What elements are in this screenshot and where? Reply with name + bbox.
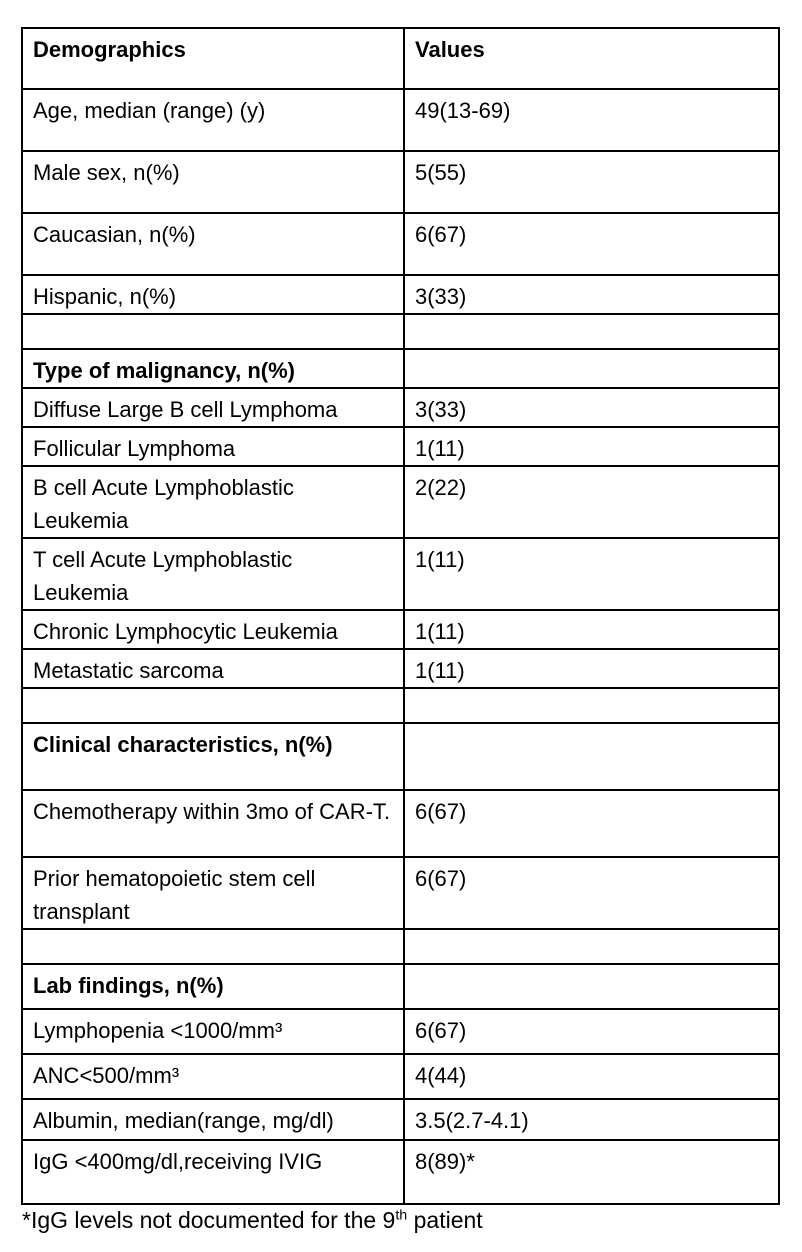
row-value: 6(67) <box>404 213 779 275</box>
row-value: 6(67) <box>404 790 779 857</box>
table-row <box>22 538 779 610</box>
row-value: 4(44) <box>404 1054 779 1099</box>
row-value: 1(11) <box>404 610 779 649</box>
row-label: IgG <400mg/dl,receiving IVIG <box>22 1140 404 1204</box>
row-label: Male sex, n(%) <box>22 151 404 213</box>
table-row <box>22 1099 779 1140</box>
table-row <box>22 388 779 427</box>
row-value <box>404 688 779 723</box>
table-header-row <box>22 28 779 89</box>
row-label: Hispanic, n(%) <box>22 275 404 314</box>
row-label: Albumin, median(range, mg/dl) <box>22 1099 404 1140</box>
table-row <box>22 151 779 213</box>
table-row <box>22 1054 779 1099</box>
row-value <box>404 929 779 964</box>
row-value: 3.5(2.7-4.1) <box>404 1099 779 1140</box>
section-header-malignancy: Type of malignancy, n(%) <box>22 349 404 388</box>
column-header-values: Values <box>404 28 779 89</box>
table-row-empty <box>22 688 779 723</box>
row-value: 3(33) <box>404 275 779 314</box>
row-value: 6(67) <box>404 857 779 929</box>
row-label: Chronic Lymphocytic Leukemia <box>22 610 404 649</box>
table-section-row <box>22 964 779 1009</box>
row-value: 2(22) <box>404 466 779 538</box>
table-section-row <box>22 349 779 388</box>
table-row <box>22 649 779 688</box>
table-row <box>22 275 779 314</box>
row-value: 1(11) <box>404 538 779 610</box>
row-label: Lymphopenia <1000/mm³ <box>22 1009 404 1054</box>
row-value <box>404 964 779 1009</box>
table-row <box>22 466 779 538</box>
footnote-text <box>22 1205 483 1235</box>
footnote-superscript: th <box>395 1207 408 1224</box>
row-value: 8(89)* <box>404 1140 779 1204</box>
table-row <box>22 89 779 151</box>
row-label <box>22 314 404 349</box>
row-label: Diffuse Large B cell Lymphoma <box>22 388 404 427</box>
footnote-prefix: *IgG levels not documented for the 9 <box>22 1207 396 1233</box>
table-row <box>22 427 779 466</box>
row-value <box>404 349 779 388</box>
row-value: 6(67) <box>404 1009 779 1054</box>
row-label: Metastatic sarcoma <box>22 649 404 688</box>
row-value: 1(11) <box>404 427 779 466</box>
table-row-empty <box>22 929 779 964</box>
row-label: T cell Acute Lymphoblastic Leukemia <box>22 538 404 610</box>
row-label: Chemotherapy within 3mo of CAR-T. <box>22 790 404 857</box>
row-value: 1(11) <box>404 649 779 688</box>
table-section-row <box>22 723 779 790</box>
table-row <box>22 790 779 857</box>
footnote-suffix: patient <box>407 1207 483 1233</box>
section-header-clinical: Clinical characteristics, n(%) <box>22 723 404 790</box>
row-label: Follicular Lymphoma <box>22 427 404 466</box>
row-value: 5(55) <box>404 151 779 213</box>
row-label: B cell Acute Lymphoblastic Leukemia <box>22 466 404 538</box>
row-value: 49(13-69) <box>404 89 779 151</box>
table-row-empty <box>22 314 779 349</box>
table-row <box>22 1140 779 1204</box>
row-label: ANC<500/mm³ <box>22 1054 404 1099</box>
table-row <box>22 213 779 275</box>
demographics-table <box>21 27 780 1205</box>
column-header-demographics: Demographics <box>22 28 404 89</box>
demographics-table-container <box>21 27 780 1205</box>
table-row <box>22 610 779 649</box>
row-value: 3(33) <box>404 388 779 427</box>
row-value <box>404 723 779 790</box>
row-label <box>22 929 404 964</box>
row-label <box>22 688 404 723</box>
row-label: Age, median (range) (y) <box>22 89 404 151</box>
section-header-lab: Lab findings, n(%) <box>22 964 404 1009</box>
row-label: Caucasian, n(%) <box>22 213 404 275</box>
row-label: Prior hematopoietic stem cell transplant <box>22 857 404 929</box>
row-value <box>404 314 779 349</box>
table-row <box>22 1009 779 1054</box>
table-row <box>22 857 779 929</box>
